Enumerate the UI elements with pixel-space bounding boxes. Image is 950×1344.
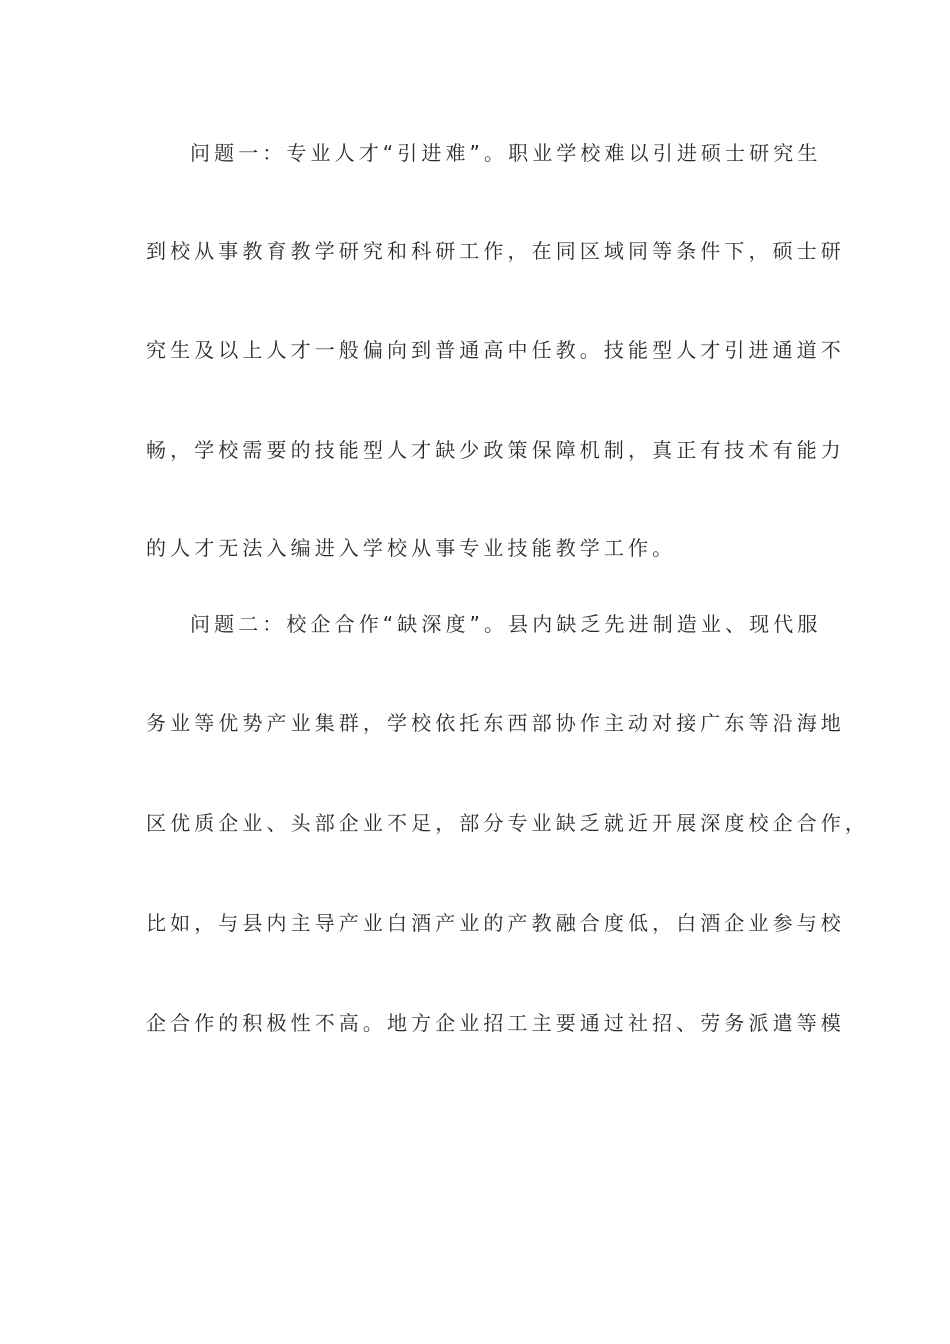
text-line: 问题一：专业人才“引进难”。职业学校难以引进硕士研究生 xyxy=(190,141,822,165)
text-line: 问题二：校企合作“缺深度”。县内缺乏先进制造业、现代服 xyxy=(190,612,822,636)
text-line: 务业等优势产业集群，学校依托东西部协作主动对接广东等沿海地 xyxy=(146,711,845,735)
text-line: 比如，与县内主导产业白酒产业的产教融合度低，白酒企业参与校 xyxy=(146,911,845,935)
text-line: 究生及以上人才一般偏向到普通高中任教。技能型人才引进通道不 xyxy=(146,338,845,362)
text-line: 企合作的积极性不高。地方企业招工主要通过社招、劳务派遣等模 xyxy=(146,1011,845,1035)
text-line: 到校从事教育教学研究和科研工作，在同区域同等条件下，硕士研 xyxy=(146,239,845,263)
text-line: 的人才无法入编进入学校从事专业技能教学工作。 xyxy=(146,536,677,560)
text-line: 区优质企业、头部企业不足，部分专业缺乏就近开展深度校企合作， xyxy=(146,811,869,835)
text-line: 畅，学校需要的技能型人才缺少政策保障机制，真正有技术有能力 xyxy=(146,438,845,462)
